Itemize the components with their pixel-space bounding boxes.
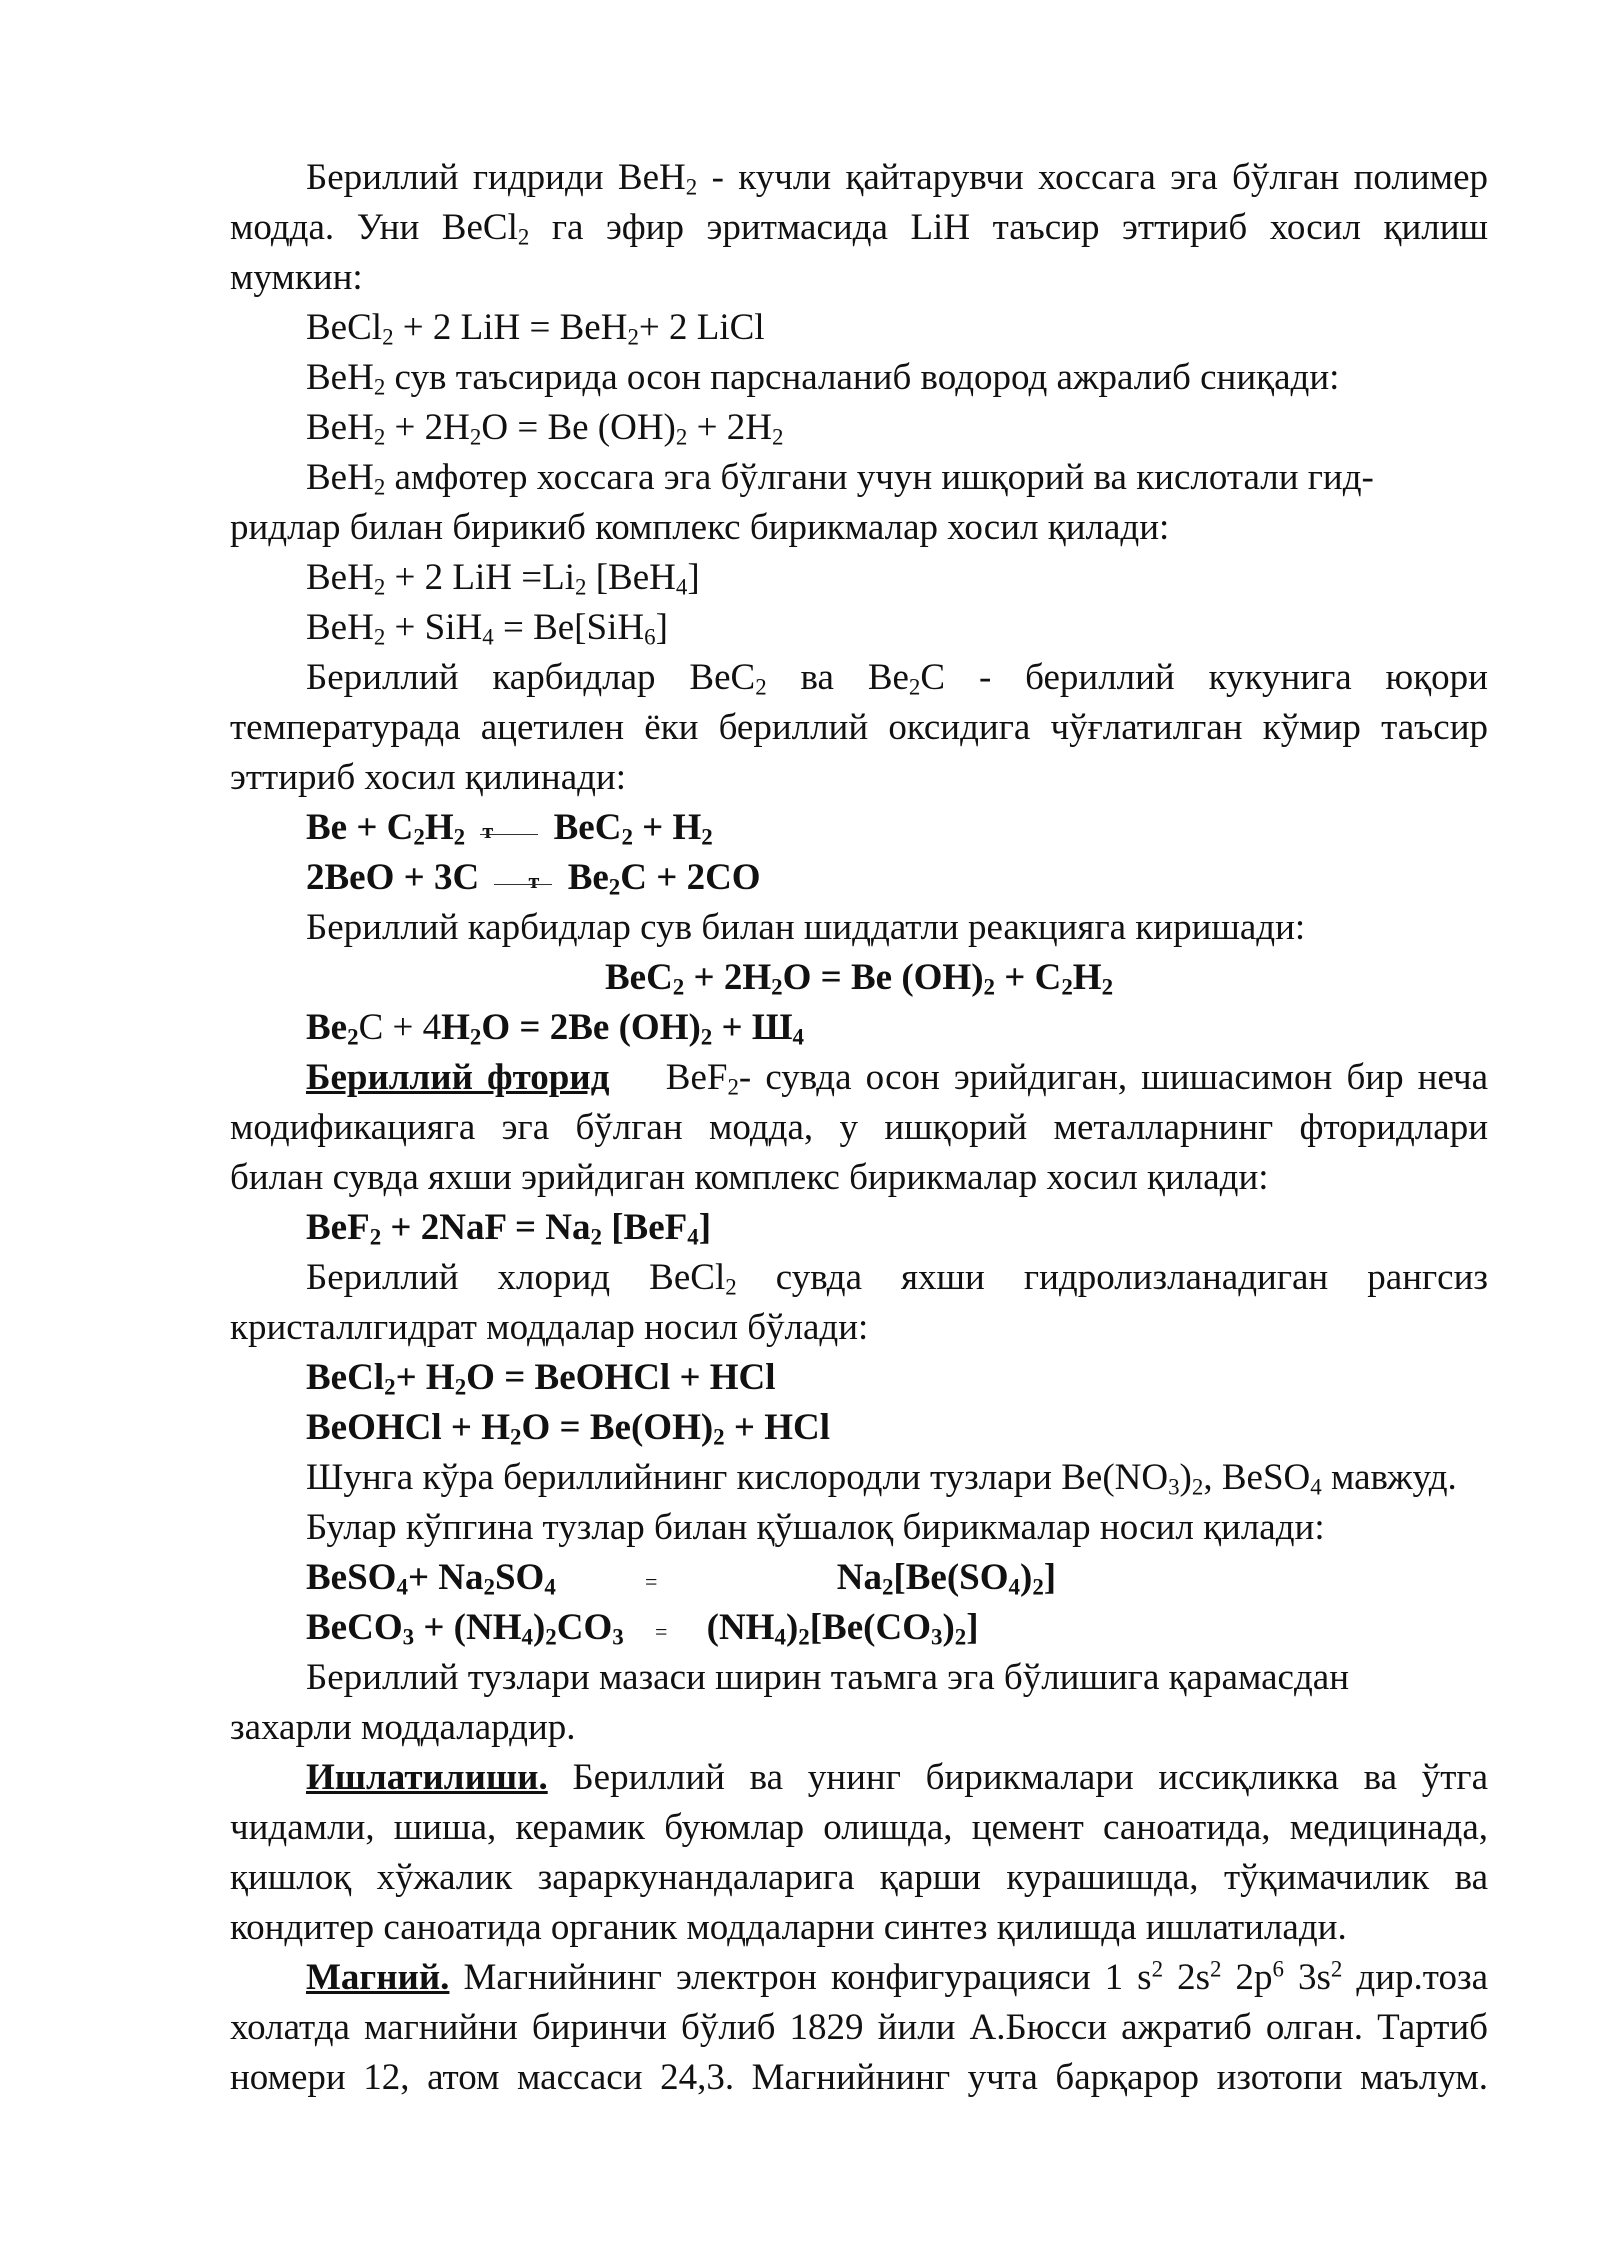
- paragraph-chloride-line2: кристаллгидрат моддалар носил бўлади:: [230, 1307, 869, 1348]
- paragraph-salts-taste-line1: Бериллий тузлари мазаси ширин таъмга эга бўлишига қарамасдан: [306, 1657, 1349, 1698]
- equation-becl2-lih: BeCl$_2$ + 2 LiH = BeH$_2$+ 2 LiCl: [306, 307, 765, 350]
- paragraph-magnesium-line1: Магний. Магнийнинг электрон конфигурацияси 1 $s^2$ $2s^2$ $2p^6$ $3s^2$ дир.тоза: [306, 1956, 1489, 1998]
- equation-bec2-h2o: $BeC_2 + 2H_2O = Be$ $(OH)_2 + C_2H_2$: [604, 957, 1114, 1000]
- equation-beh2-sih4: BeH$_2$ + SiH$_4$ = Be[SiH$_6$]: [306, 607, 668, 650]
- paragraph-usage-line1: Ишлатилиши. Бериллий ва унинг бирикмалари иссиқликка ва ўтга: [306, 1757, 1488, 1798]
- paragraph-fluoride-line2: модификацияга эга бўлган модда, у ишқорий металларнинг фторидлари: [230, 1107, 1488, 1148]
- paragraph-beh2-line1: Бериллий гидриди BeH$_2$ - кучли қайтарувчи хоссага эга бўлган полимер: [306, 157, 1488, 200]
- heading-beryllium-fluoride: Бериллий фторид: [306, 1057, 610, 1098]
- equation-becl2-h2o: BeCl$_2$+ $H_2O$ = BeOHCl + HCl: [306, 1357, 776, 1400]
- paragraph-usage-line3: қишлоқ хўжалик зараркунандаларига қарши курашишда, тўқимачилик ва: [230, 1857, 1488, 1898]
- equation-be-c2h2: $Be + C_2H_2$ т $BeC_2 + H_2$: [306, 807, 713, 850]
- paragraph-chloride-line1: Бериллий хлорид BeCl$_2$ сувда яхши гидролизланадиган рангсиз: [306, 1257, 1489, 1300]
- paragraph-carbides-line3: эттириб хосил қилинади:: [230, 757, 627, 798]
- equation-be2c-h2o: $Be_2C + 4H_2O = 2Be$ $(OH)_2 + Ш_4$: [306, 1007, 804, 1050]
- paragraph-oxygen-salts: Шунга кўра бериллийнинг кислородли тузлари $Be(NO_3)_2$, BeSO$_4$ мавжуд.: [306, 1457, 1457, 1500]
- paragraph-usage-line4: кондитер саноатида органик моддаларни синтез қилишда ишлатилади.: [230, 1907, 1347, 1948]
- paragraph-fluoride-line3: билан сувда яхши эрийдиган комплекс бирикмалар хосил қилади:: [230, 1157, 1269, 1198]
- paragraph-beh2-amphoteric-line2: ридлар билан бирикиб комплекс бирикмалар хосил қилади:: [230, 507, 1170, 548]
- paragraph-magnesium-line2: холатда магнийни биринчи бўлиб 1829 йили А.Бюсси ажратиб олган. Тартиб: [230, 2007, 1488, 2048]
- paragraph-carbides-line1: Бериллий карбидлар BeC$_2$ ва $Be_2C$ - бериллий кукунига юқори: [306, 657, 1488, 700]
- reaction-arrow: т: [488, 866, 558, 896]
- paragraph-salts-taste-line2: захарли моддалардир.: [230, 1707, 576, 1748]
- equation-beohcl-h2o: BeOHCl + $H_2O = Be(OH)_2$ + HCl: [306, 1407, 831, 1450]
- equation-beh2-h2o: $BeH_2 + 2H_2O = Be$ $(OH)_2 + 2H_2$: [306, 407, 784, 450]
- paragraph-carbides-water: Бериллий карбидлар сув билан шиддатли реакцияга киришади:: [306, 907, 1306, 948]
- equation-bef2-naf: $BeF_2 + 2NaF = Na_2$ [BeF$_4$]: [306, 1207, 712, 1250]
- paragraph-beh2-water: BeH$_2$ сув таъсирида осон парсналаниб водород ажралиб сниқади:: [306, 357, 1340, 400]
- equation-beo-c: 2BeO + 3C т $Be_2C + 2CO$: [306, 857, 761, 900]
- reaction-arrow: т: [474, 816, 544, 846]
- heading-usage: Ишлатилиши.: [306, 1757, 548, 1798]
- paragraph-magnesium-line3: номери 12, атом массаси 24,3. Магнийнинг учта барқарор изотопи маълум.: [230, 2057, 1488, 2098]
- paragraph-beh2-amphoteric-line1: BeH$_2$ амфотер хоссага эга бўлгани учун ишқорий ва кислотали гид-: [306, 457, 1374, 500]
- heading-magnesium: Магний.: [306, 1957, 450, 1998]
- paragraph-fluoride-line1: Бериллий фторид BeF$_2$- сувда осон эрийдиган, шишасимон бир неча: [306, 1057, 1488, 1100]
- paragraph-usage-line2: чидамли, шиша, керамик буюмлар олишда, цемент саноатида, медицинада,: [230, 1807, 1488, 1848]
- equation-beco3-nh4co3: BeCO$_3$ + $(NH_4)_2CO_3 = (NH_4)_2[Be(CO_3)_2]$: [306, 1607, 979, 1650]
- equation-beh2-lih: BeH$_2$ + 2 LiH $=Li_2$ [BeH$_4$]: [306, 557, 700, 600]
- paragraph-double-compounds: Булар кўпгина тузлар билан қўшалоқ бирикмалар носил қилади:: [306, 1507, 1325, 1548]
- paragraph-beh2-line3: мумкин:: [230, 257, 363, 298]
- paragraph-carbides-line2: температурада ацетилен ёки бериллий оксидига чўғлатилган кўмир таъсир: [230, 707, 1488, 748]
- paragraph-beh2-line2: модда. Уни BeCl$_2$ га эфир эритмасида LiH таъсир эттириб хосил қилиш: [230, 207, 1489, 250]
- equation-beso4-na2so4: BeSO$_4$+ $Na_2SO_4 = Na_2[Be(SO_4)_2]$: [306, 1557, 1057, 1600]
